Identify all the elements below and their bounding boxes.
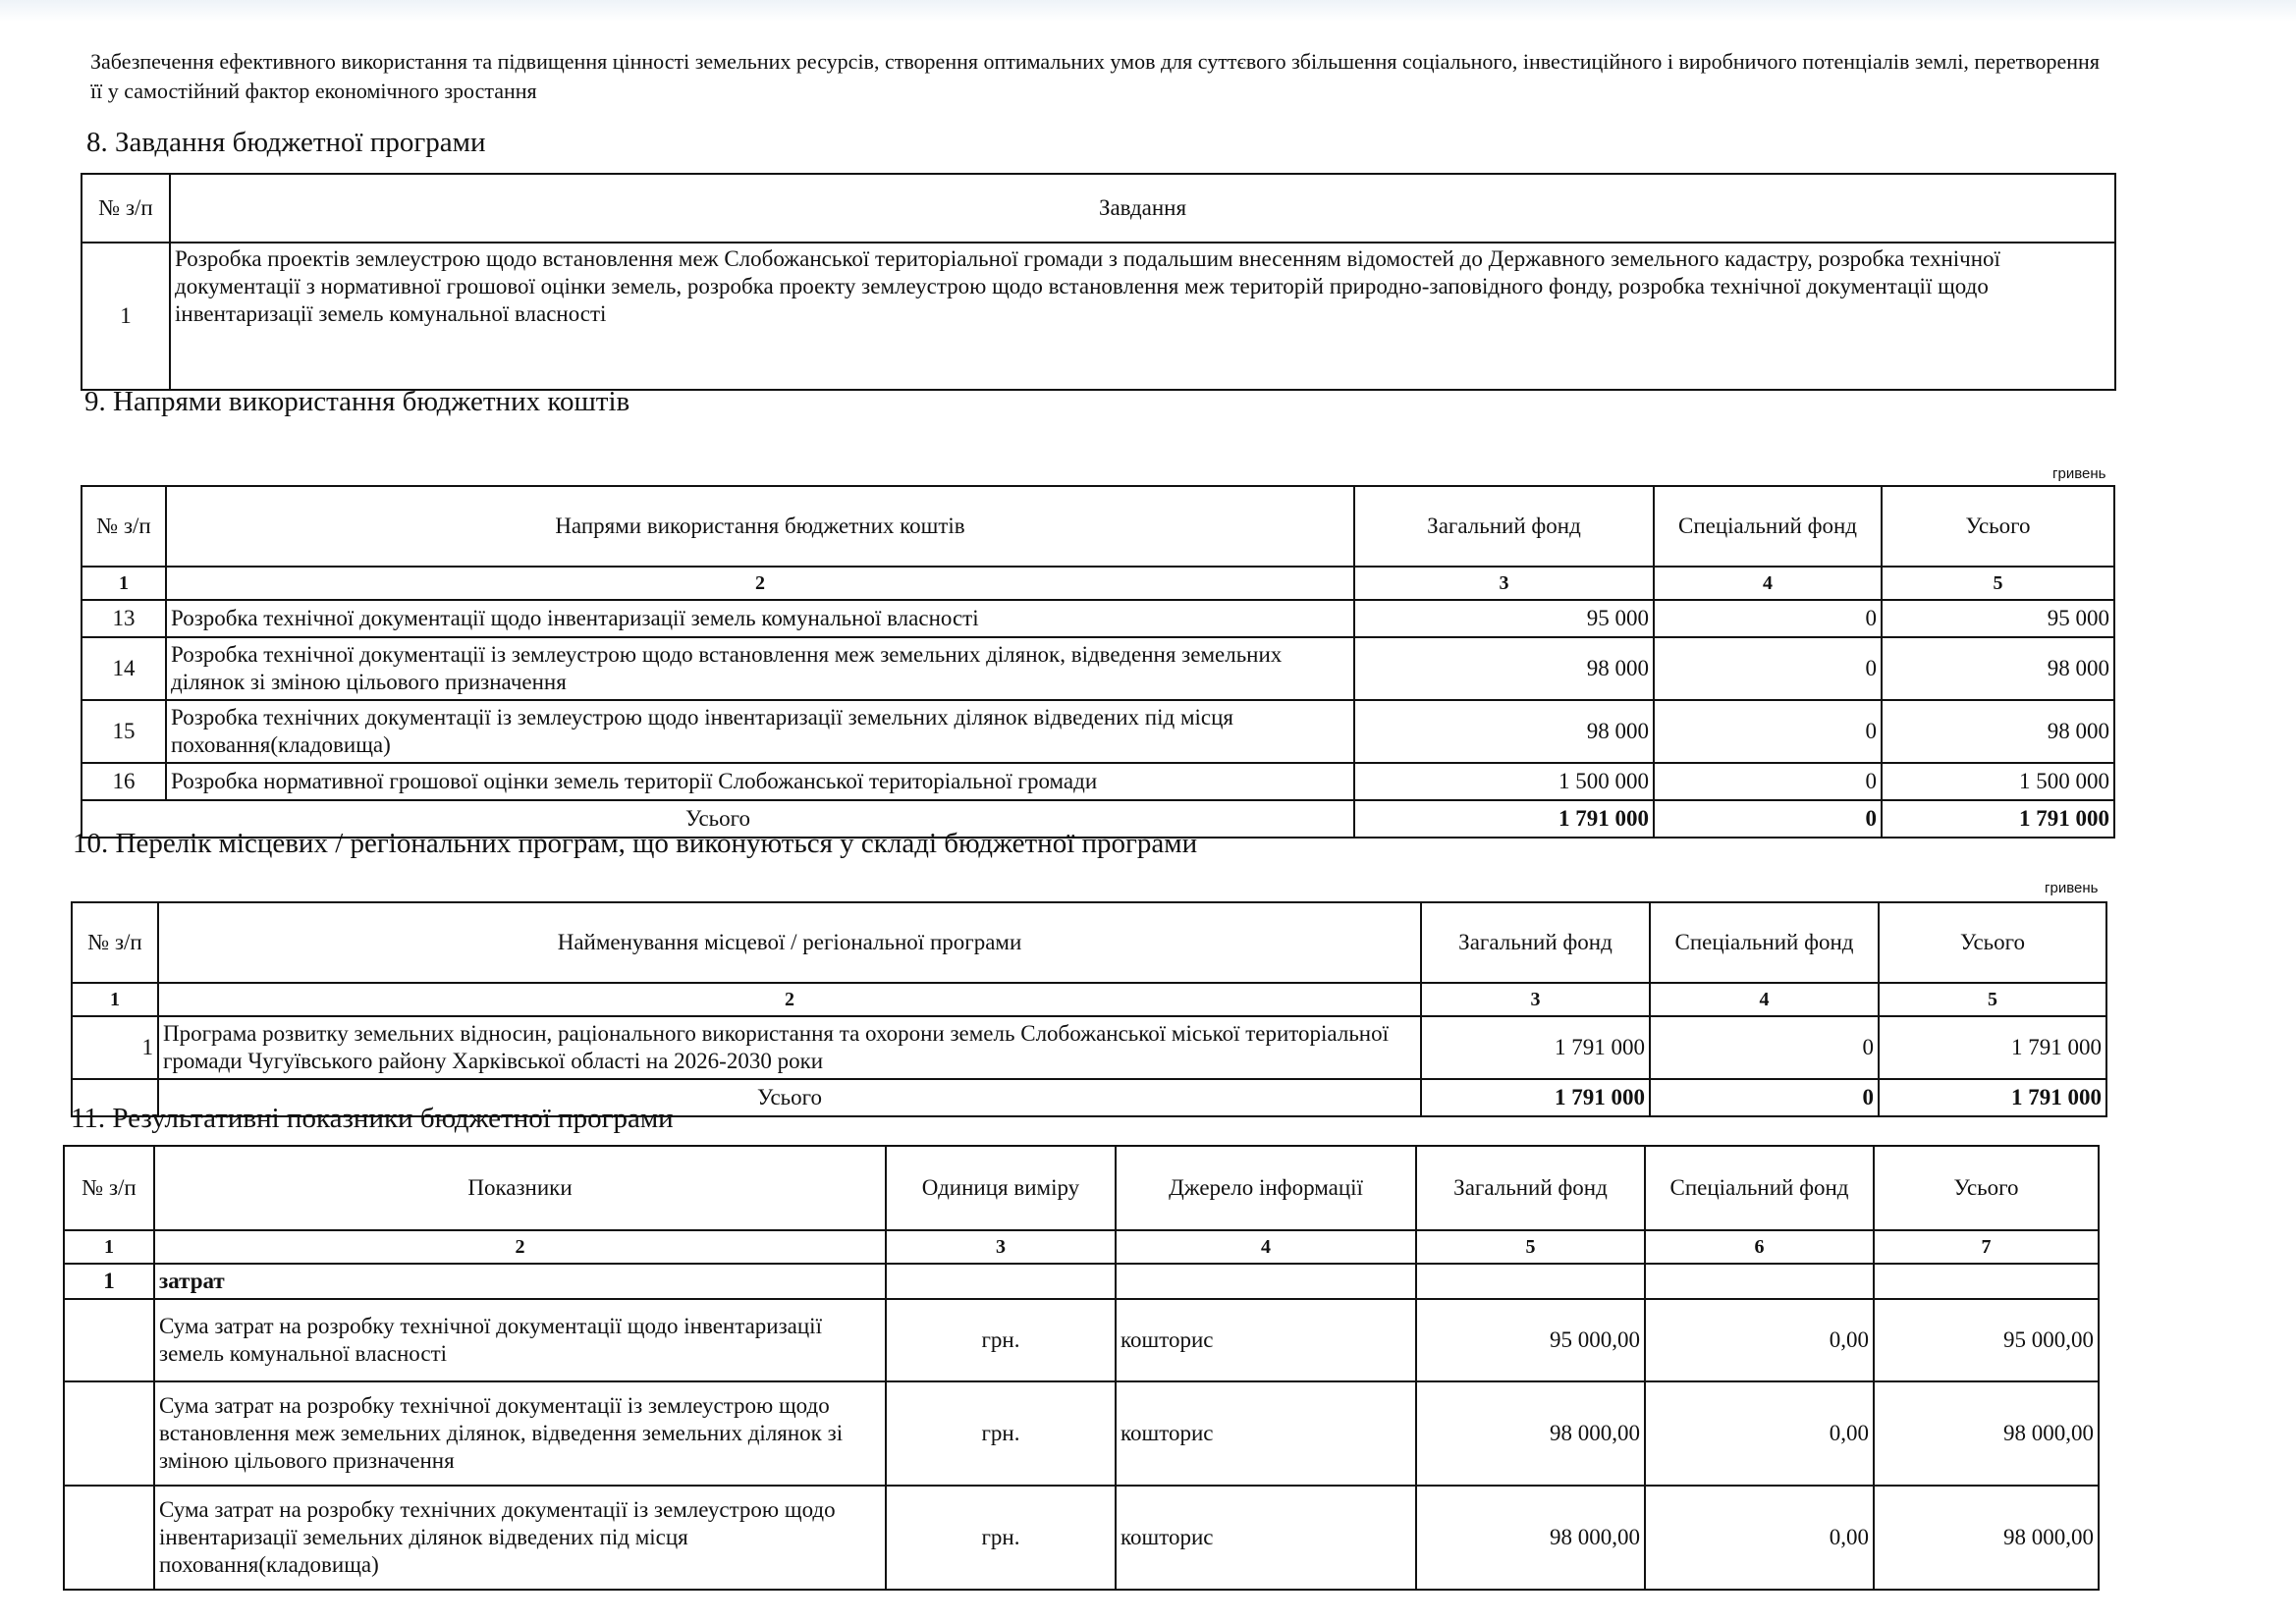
- header-direction: Напрями використання бюджетних коштів: [166, 486, 1354, 567]
- grand-total: 1 791 000: [1882, 800, 2114, 838]
- total-value: 95 000: [1882, 600, 2114, 637]
- general-fund-value: 98 000,00: [1416, 1486, 1645, 1590]
- group-row: [64, 1264, 2099, 1299]
- general-fund-value: 98 000,00: [1416, 1381, 1645, 1486]
- special-fund-total: 0: [1654, 800, 1882, 838]
- total-value: 98 000,00: [1874, 1486, 2099, 1590]
- col-number: 4: [1650, 983, 1879, 1016]
- special-fund-value: 0: [1654, 763, 1882, 800]
- header-special-fund: Спеціальний фонд: [1650, 902, 1879, 983]
- indicator-unit: грн.: [886, 1486, 1116, 1590]
- col-number: 3: [1354, 567, 1654, 600]
- total-value: 98 000: [1882, 700, 2114, 763]
- section-11-heading: 11. Результативні показники бюджетної програми: [71, 1103, 674, 1134]
- empty-cell: [1116, 1264, 1416, 1299]
- special-fund-value: 0,00: [1645, 1381, 1874, 1486]
- budget-directions-table: [81, 485, 2115, 839]
- direction-name: Розробка технічної документації щодо інвентаризації земель комунальної власності: [166, 600, 1354, 637]
- special-fund-value: 0,00: [1645, 1299, 1874, 1381]
- table-row: [64, 1381, 2099, 1486]
- header-no: № з/п: [64, 1146, 154, 1230]
- empty-cell: [64, 1381, 154, 1486]
- table-header-row: [64, 1146, 2099, 1230]
- indicator-unit: грн.: [886, 1381, 1116, 1486]
- grand-total: 1 791 000: [1879, 1079, 2106, 1116]
- empty-cell: [886, 1264, 1116, 1299]
- table-row: [64, 1299, 2099, 1381]
- group-label: затрат: [154, 1264, 886, 1299]
- indicator-name: Сума затрат на розробку технічних документації із землеустрою щодо інвентаризації земельних ділянок відведених під місця поховання(кладовища): [154, 1486, 886, 1590]
- col-number: 5: [1879, 983, 2106, 1016]
- header-special-fund: Спеціальний фонд: [1654, 486, 1882, 567]
- header-task: Завдання: [170, 174, 2115, 243]
- section-9-heading: 9. Напрями використання бюджетних коштів: [84, 386, 630, 417]
- group-no: 1: [64, 1264, 154, 1299]
- table-header-row: [72, 902, 2106, 983]
- indicator-name: Сума затрат на розробку технічної документації щодо інвентаризації земель комунальної власності: [154, 1299, 886, 1381]
- table-row: [82, 763, 2114, 800]
- col-number: 3: [1421, 983, 1650, 1016]
- total-value: 1 500 000: [1882, 763, 2114, 800]
- row-no: 1: [82, 243, 170, 390]
- col-number: 2: [154, 1230, 886, 1264]
- indicator-source: кошторис: [1116, 1299, 1416, 1381]
- empty-cell: [64, 1299, 154, 1381]
- col-number: 1: [82, 567, 166, 600]
- performance-indicators-table: [63, 1145, 2100, 1591]
- direction-name: Розробка технічних документації із землеустрою щодо інвентаризації земельних ділянок відведених під місця поховання(кладовища): [166, 700, 1354, 763]
- header-source: Джерело інформації: [1116, 1146, 1416, 1230]
- col-number: 3: [886, 1230, 1116, 1264]
- table-row: [82, 600, 2114, 637]
- header-program-name: Найменування місцевої / регіональної програми: [158, 902, 1421, 983]
- indicator-unit: грн.: [886, 1299, 1116, 1381]
- general-fund-total: 1 791 000: [1354, 800, 1654, 838]
- header-total: Усього: [1874, 1146, 2099, 1230]
- table-header-row: [82, 174, 2115, 243]
- column-number-row: [82, 567, 2114, 600]
- general-fund-value: 95 000: [1354, 600, 1654, 637]
- header-unit: Одиниця виміру: [886, 1146, 1116, 1230]
- special-fund-value: 0: [1654, 700, 1882, 763]
- col-number: 4: [1654, 567, 1882, 600]
- special-fund-total: 0: [1650, 1079, 1879, 1116]
- direction-name: Розробка нормативної грошової оцінки земель території Слобожанської територіальної громади: [166, 763, 1354, 800]
- header-no: № з/п: [72, 902, 158, 983]
- local-programs-table: [71, 901, 2107, 1117]
- table-row: [82, 243, 2115, 390]
- row-no: 15: [82, 700, 166, 763]
- total-value: 98 000: [1882, 637, 2114, 700]
- row-no: 14: [82, 637, 166, 700]
- col-number: 2: [158, 983, 1421, 1016]
- currency-unit-label: гривень: [2052, 465, 2106, 482]
- empty-cell: [64, 1486, 154, 1590]
- table-row: [72, 1016, 2106, 1079]
- table-header-row: [82, 486, 2114, 567]
- task-text: Розробка проектів землеустрою щодо встановлення меж Слобожанської територіальної громади з подальшим внесенням відомостей до Державного земельного кадастру, розробка технічної документації з нормативної грошової оцінки земель, розробка проекту землеустрою щодо встановлення меж територій природно-заповідного фонду, розробка технічної документації щодо інвентаризації земель комунальної власності: [170, 243, 2115, 390]
- column-number-row: [64, 1230, 2099, 1264]
- col-number: 7: [1874, 1230, 2099, 1264]
- special-fund-value: 0: [1654, 600, 1882, 637]
- section-8-heading: 8. Завдання бюджетної програми: [86, 127, 486, 158]
- general-fund-value: 98 000: [1354, 637, 1654, 700]
- header-no: № з/п: [82, 486, 166, 567]
- special-fund-value: 0: [1650, 1016, 1879, 1079]
- header-general-fund: Загальний фонд: [1421, 902, 1650, 983]
- general-fund-value: 98 000: [1354, 700, 1654, 763]
- currency-unit-label: гривень: [2045, 880, 2099, 896]
- column-number-row: [72, 983, 2106, 1016]
- col-number: 5: [1416, 1230, 1645, 1264]
- total-value: 95 000,00: [1874, 1299, 2099, 1381]
- section-10-heading: 10. Перелік місцевих / регіональних програм, що виконуються у складі бюджетної програми: [73, 828, 1198, 859]
- general-fund-value: 1 500 000: [1354, 763, 1654, 800]
- empty-cell: [1874, 1264, 2099, 1299]
- header-indicators: Показники: [154, 1146, 886, 1230]
- header-special-fund: Спеціальний фонд: [1645, 1146, 1874, 1230]
- empty-cell: [1416, 1264, 1645, 1299]
- header-general-fund: Загальний фонд: [1416, 1146, 1645, 1230]
- row-no: 16: [82, 763, 166, 800]
- special-fund-value: 0,00: [1645, 1486, 1874, 1590]
- col-number: 6: [1645, 1230, 1874, 1264]
- general-fund-value: 95 000,00: [1416, 1299, 1645, 1381]
- col-number: 4: [1116, 1230, 1416, 1264]
- indicator-source: кошторис: [1116, 1381, 1416, 1486]
- table-row: [82, 637, 2114, 700]
- row-no: 1: [72, 1016, 158, 1079]
- row-no: 13: [82, 600, 166, 637]
- program-name: Програма розвитку земельних відносин, раціонального використання та охорони земель Слобожанської міської територіальної громади Чугуївського району Харківської області на 2026-2030 роки: [158, 1016, 1421, 1079]
- scan-top-band: [0, 0, 2296, 22]
- col-number: 1: [72, 983, 158, 1016]
- general-fund-total: 1 791 000: [1421, 1079, 1650, 1116]
- general-fund-value: 1 791 000: [1421, 1016, 1650, 1079]
- header-no: № з/п: [82, 174, 170, 243]
- header-general-fund: Загальний фонд: [1354, 486, 1654, 567]
- total-value: 1 791 000: [1879, 1016, 2106, 1079]
- col-number: 1: [64, 1230, 154, 1264]
- col-number: 2: [166, 567, 1354, 600]
- program-goal-text: Забезпечення ефективного використання та підвищення цінності земельних ресурсів, створення оптимальних умов для суттєвого збільшення соціального, інвестиційного і виробничого потенціалів землі, перетворення її у самостійний фактор економічного зростання: [90, 49, 2100, 103]
- special-fund-value: 0: [1654, 637, 1882, 700]
- total-label: Усього: [158, 1079, 1421, 1116]
- indicator-source: кошторис: [1116, 1486, 1416, 1590]
- total-label: Усього: [82, 800, 1354, 838]
- col-number: 5: [1882, 567, 2114, 600]
- header-total: Усього: [1879, 902, 2106, 983]
- empty-cell: [1645, 1264, 1874, 1299]
- direction-name: Розробка технічної документації із землеустрою щодо встановлення меж земельних ділянок, відведення земельних ділянок зі зміною цільового призначення: [166, 637, 1354, 700]
- table-row: [64, 1486, 2099, 1590]
- table-row: [82, 700, 2114, 763]
- total-value: 98 000,00: [1874, 1381, 2099, 1486]
- header-total: Усього: [1882, 486, 2114, 567]
- indicator-name: Сума затрат на розробку технічної документації із землеустрою щодо встановлення меж земельних ділянок, відведення земельних ділянок зі зміною цільового призначення: [154, 1381, 886, 1486]
- tasks-table: [81, 173, 2116, 391]
